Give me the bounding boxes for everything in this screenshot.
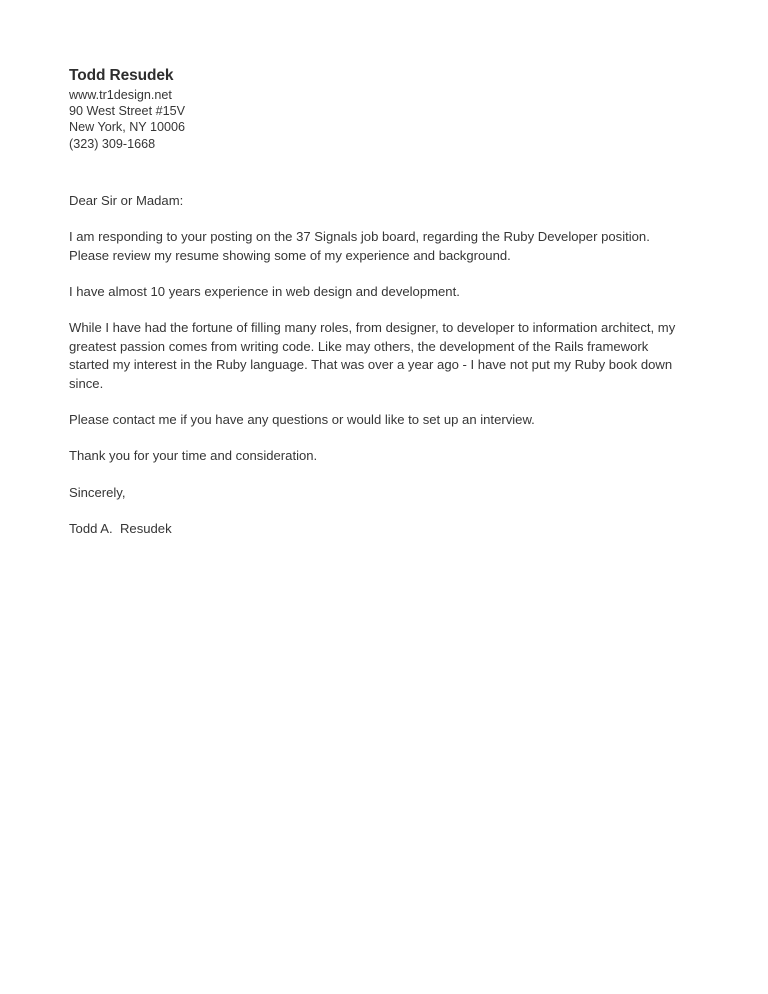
body-paragraph-4: Please contact me if you have any questions or would like to set up an interview. [69,412,535,428]
body-paragraph-3: While I have had the fortune of filling many roles, from designer, to developer to information architect, my greatest passion comes from writing code. Like may others, the development of the Rails framework started my interest in the Ruby language. That was over a year ago - I have not put my Ruby book down since. [69,320,679,391]
sender-website: www.tr1design.net [69,88,172,102]
body-paragraph-2: I have almost 10 years experience in web design and development. [69,284,460,300]
salutation: Dear Sir or Madam: [69,192,184,208]
letter-content [69,66,691,539]
sender-city-state-zip: New York, NY 10006 [69,120,185,135]
letterhead [69,66,691,152]
signature-name: Todd A. Resudek [69,521,172,537]
letter-body [69,192,691,539]
sender-street-address: 90 West Street #15V [69,104,185,119]
body-paragraph-5: Thank you for your time and consideration. [69,448,318,464]
sender-phone: (323) 309-1668 [69,136,156,151]
sender-name: Todd Resudek [69,67,174,84]
closing: Sincerely, [69,484,126,500]
body-paragraph-1: I am responding to your posting on the 37 Signals job board, regarding the Ruby Developer position. Please review my resume showing some of my experience and background. [69,229,658,263]
